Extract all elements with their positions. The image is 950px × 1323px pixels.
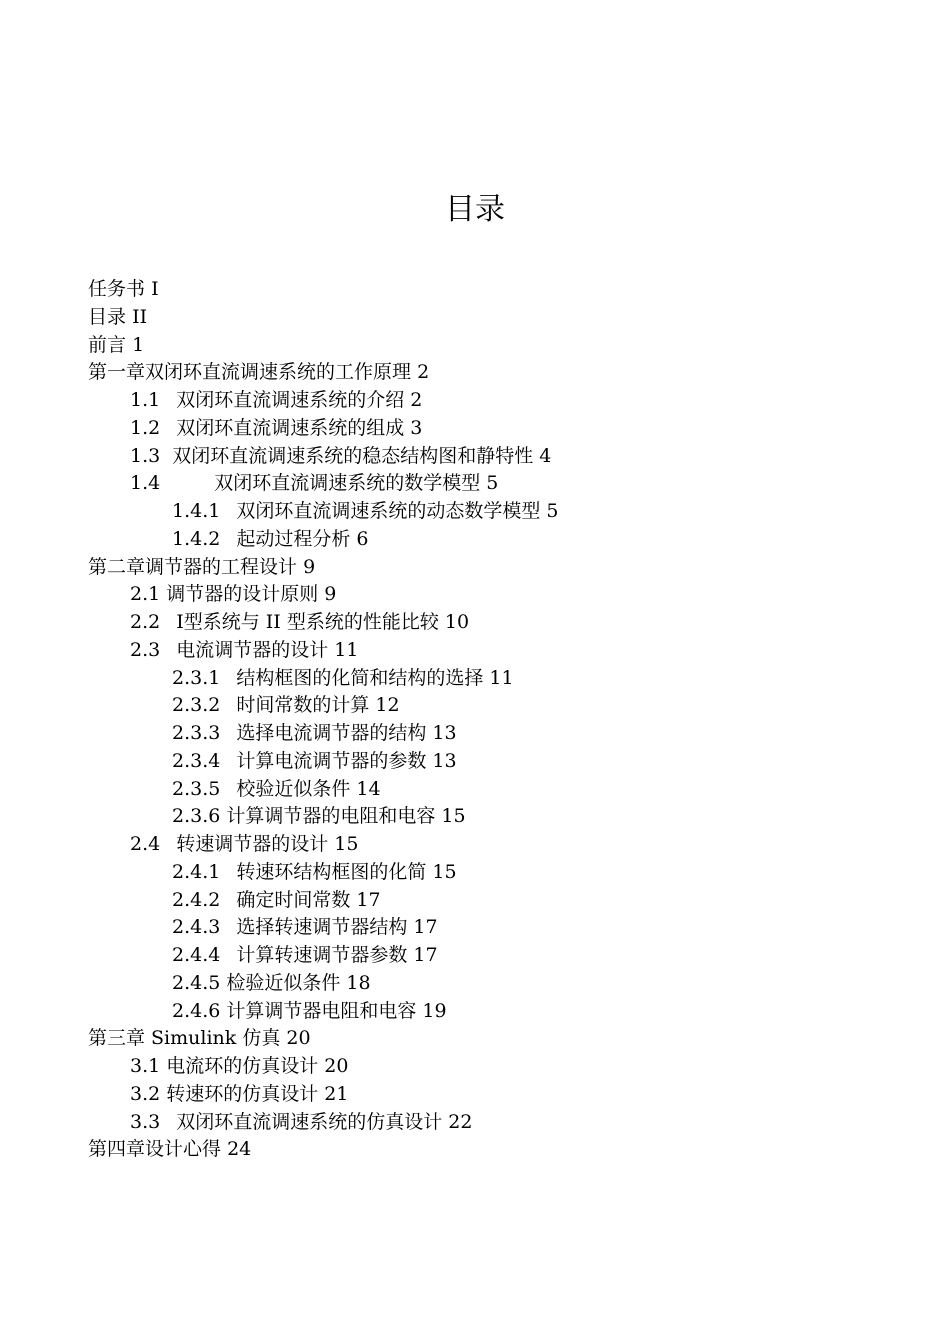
toc-entry[interactable] bbox=[88, 498, 888, 526]
toc-entry-page: 20 bbox=[286, 1027, 311, 1050]
toc-entry-text: 转速调节器的设计 bbox=[176, 833, 329, 855]
toc-entry-text: 计算调节器电阻和电容 bbox=[226, 999, 417, 1022]
toc-entry-text: 结构框图的化简和结构的选择 bbox=[236, 666, 484, 689]
toc-entry[interactable] bbox=[88, 859, 888, 887]
toc-entry[interactable] bbox=[88, 1025, 888, 1053]
toc-entry-number: 2.4.3 bbox=[172, 916, 221, 939]
toc-entry-number: 1.4 bbox=[130, 472, 161, 495]
toc-entry-page: 18 bbox=[346, 971, 371, 994]
toc-entry-page: 15 bbox=[334, 833, 359, 855]
toc-entry-page: 24 bbox=[227, 1138, 252, 1161]
toc-entry[interactable] bbox=[88, 1109, 888, 1137]
toc-entry-text: 双闭环直流调速系统的动态数学模型 bbox=[236, 500, 541, 522]
toc-entry-number: 3.1 bbox=[130, 1055, 161, 1077]
table-of-contents bbox=[88, 276, 888, 1164]
toc-entry[interactable] bbox=[88, 803, 888, 831]
toc-entry-text: 时间常数的计算 bbox=[236, 694, 370, 717]
toc-entry-text: 选择电流调节器的结构 bbox=[236, 722, 427, 744]
page-title: 目录 bbox=[445, 192, 505, 227]
toc-entry[interactable] bbox=[88, 942, 888, 970]
toc-entry-number: 2.3.4 bbox=[172, 749, 221, 772]
toc-entry-text: 第三章 Simulink 仿真 bbox=[88, 1027, 281, 1050]
toc-entry-text: 选择转速调节器结构 bbox=[236, 916, 408, 939]
toc-entry-text: 第一章双闭环直流调速系统的工作原理 bbox=[88, 361, 412, 384]
toc-entry-text: 双闭环直流调速系统的组成 bbox=[176, 416, 405, 439]
toc-entry[interactable] bbox=[88, 581, 888, 609]
toc-entry-page: 14 bbox=[356, 777, 381, 800]
toc-entry-page: 12 bbox=[375, 694, 400, 717]
toc-entry-text: 前言 bbox=[88, 333, 127, 356]
toc-entry-page: 13 bbox=[432, 749, 457, 772]
toc-entry-number: 2.2 bbox=[130, 611, 161, 633]
toc-entry[interactable] bbox=[88, 415, 888, 443]
toc-entry[interactable] bbox=[88, 887, 888, 915]
toc-entry[interactable] bbox=[88, 443, 888, 471]
toc-entry-text: 电流环的仿真设计 bbox=[166, 1055, 319, 1077]
toc-entry-text: 任务书 bbox=[88, 278, 146, 300]
toc-entry-page: 10 bbox=[444, 611, 470, 633]
toc-entry-text: 检验近似条件 bbox=[226, 971, 341, 994]
toc-entry-text: 目录 bbox=[88, 305, 127, 328]
toc-entry-text: 校验近似条件 bbox=[236, 777, 351, 800]
toc-entry-text: 双闭环直流调速系统的介绍 bbox=[176, 389, 405, 411]
toc-entry-number: 2.3.3 bbox=[172, 722, 221, 744]
toc-entry[interactable] bbox=[88, 665, 888, 693]
toc-entry[interactable] bbox=[88, 1053, 888, 1081]
toc-entry-text: 双闭环直流调速系统的仿真设计 bbox=[176, 1110, 443, 1133]
toc-entry-page: 17 bbox=[413, 916, 438, 939]
toc-entry-page: 15 bbox=[432, 860, 457, 883]
toc-entry-page: 2 bbox=[417, 361, 430, 384]
toc-entry[interactable] bbox=[88, 998, 888, 1026]
toc-entry-page: 9 bbox=[324, 583, 337, 606]
toc-entry-page: 3 bbox=[410, 416, 423, 439]
toc-entry-page: 17 bbox=[356, 888, 381, 911]
toc-entry-page: II bbox=[132, 305, 148, 328]
toc-entry[interactable] bbox=[88, 914, 888, 942]
toc-entry-number: 2.4.1 bbox=[172, 860, 221, 883]
toc-entry[interactable] bbox=[88, 720, 888, 748]
toc-entry[interactable] bbox=[88, 776, 888, 804]
toc-entry-page: 21 bbox=[324, 1082, 349, 1105]
toc-entry[interactable] bbox=[88, 332, 888, 360]
toc-entry-text: 调节器的设计原则 bbox=[166, 583, 319, 606]
toc-entry[interactable] bbox=[88, 1136, 888, 1164]
toc-entry-page: 22 bbox=[448, 1110, 473, 1133]
toc-entry-number: 2.1 bbox=[130, 583, 161, 606]
toc-entry[interactable] bbox=[88, 1081, 888, 1109]
toc-entry[interactable] bbox=[88, 526, 888, 554]
toc-entry-number: 2.3.2 bbox=[172, 694, 221, 717]
toc-entry-text: 双闭环直流调速系统的数学模型 bbox=[214, 472, 481, 495]
toc-entry-number: 1.4.2 bbox=[172, 527, 221, 550]
toc-entry[interactable] bbox=[88, 470, 888, 498]
toc-entry[interactable] bbox=[88, 609, 888, 637]
toc-entry-number: 2.4.5 bbox=[172, 971, 221, 994]
toc-entry-text: 电流调节器的设计 bbox=[176, 638, 329, 661]
toc-entry-page: 2 bbox=[410, 389, 423, 411]
toc-entry-text: Ⅰ型系统与 II 型系统的性能比较 bbox=[176, 611, 439, 633]
toc-entry-page: I bbox=[151, 278, 159, 300]
toc-entry-number: 2.4.4 bbox=[172, 944, 221, 966]
toc-entry-number: 2.3 bbox=[130, 638, 161, 661]
toc-entry-page: 6 bbox=[356, 527, 369, 550]
toc-entry[interactable] bbox=[88, 831, 888, 859]
toc-entry[interactable] bbox=[88, 359, 888, 387]
toc-entry-number: 2.3.5 bbox=[172, 777, 221, 800]
toc-entry-number: 1.1 bbox=[130, 389, 161, 411]
toc-entry-page: 19 bbox=[422, 999, 447, 1022]
toc-entry[interactable] bbox=[88, 637, 888, 665]
toc-entry[interactable] bbox=[88, 748, 888, 776]
toc-entry[interactable] bbox=[88, 304, 888, 332]
toc-entry[interactable] bbox=[88, 276, 888, 304]
toc-entry-text: 起动过程分析 bbox=[236, 527, 351, 550]
toc-entry-text: 计算转速调节器参数 bbox=[236, 944, 408, 966]
toc-entry-text: 第四章设计心得 bbox=[88, 1138, 222, 1161]
toc-entry-page: 13 bbox=[432, 722, 457, 744]
toc-entry-page: 11 bbox=[489, 666, 514, 689]
toc-entry-number: 2.3.6 bbox=[172, 805, 221, 828]
toc-entry-page: 1 bbox=[132, 333, 145, 356]
toc-entry-number: 3.3 bbox=[130, 1110, 161, 1133]
toc-entry-text: 转速环结构框图的化简 bbox=[236, 860, 427, 883]
toc-entry-number: 1.3 bbox=[130, 444, 161, 467]
toc-entry[interactable] bbox=[88, 554, 888, 582]
toc-entry-text: 确定时间常数 bbox=[236, 888, 351, 911]
toc-entry-page: 9 bbox=[303, 555, 316, 578]
toc-entry-text: 双闭环直流调速系统的稳态结构图和静特性 bbox=[172, 444, 534, 467]
toc-entry-page: 20 bbox=[324, 1055, 349, 1077]
toc-entry-number: 3.2 bbox=[130, 1082, 161, 1105]
toc-entry[interactable] bbox=[88, 692, 888, 720]
toc-entry-page: 17 bbox=[413, 944, 438, 966]
toc-entry-page: 15 bbox=[441, 805, 466, 828]
toc-entry-page: 5 bbox=[546, 500, 559, 522]
toc-entry-number: 2.4.6 bbox=[172, 999, 221, 1022]
toc-entry[interactable] bbox=[88, 970, 888, 998]
toc-entry-number: 2.4 bbox=[130, 833, 161, 855]
toc-entry[interactable] bbox=[88, 387, 888, 415]
toc-entry-text: 第二章调节器的工程设计 bbox=[88, 555, 298, 578]
toc-entry-text: 计算调节器的电阻和电容 bbox=[226, 805, 436, 828]
toc-entry-number: 1.2 bbox=[130, 416, 161, 439]
toc-entry-number: 1.4.1 bbox=[172, 500, 221, 522]
toc-entry-page: 4 bbox=[539, 444, 552, 467]
toc-entry-number: 2.4.2 bbox=[172, 888, 221, 911]
toc-entry-text: 计算电流调节器的参数 bbox=[236, 749, 427, 772]
toc-entry-number: 2.3.1 bbox=[172, 666, 221, 689]
toc-entry-page: 5 bbox=[486, 472, 499, 495]
toc-entry-text: 转速环的仿真设计 bbox=[166, 1082, 319, 1105]
toc-entry-page: 11 bbox=[334, 638, 359, 661]
